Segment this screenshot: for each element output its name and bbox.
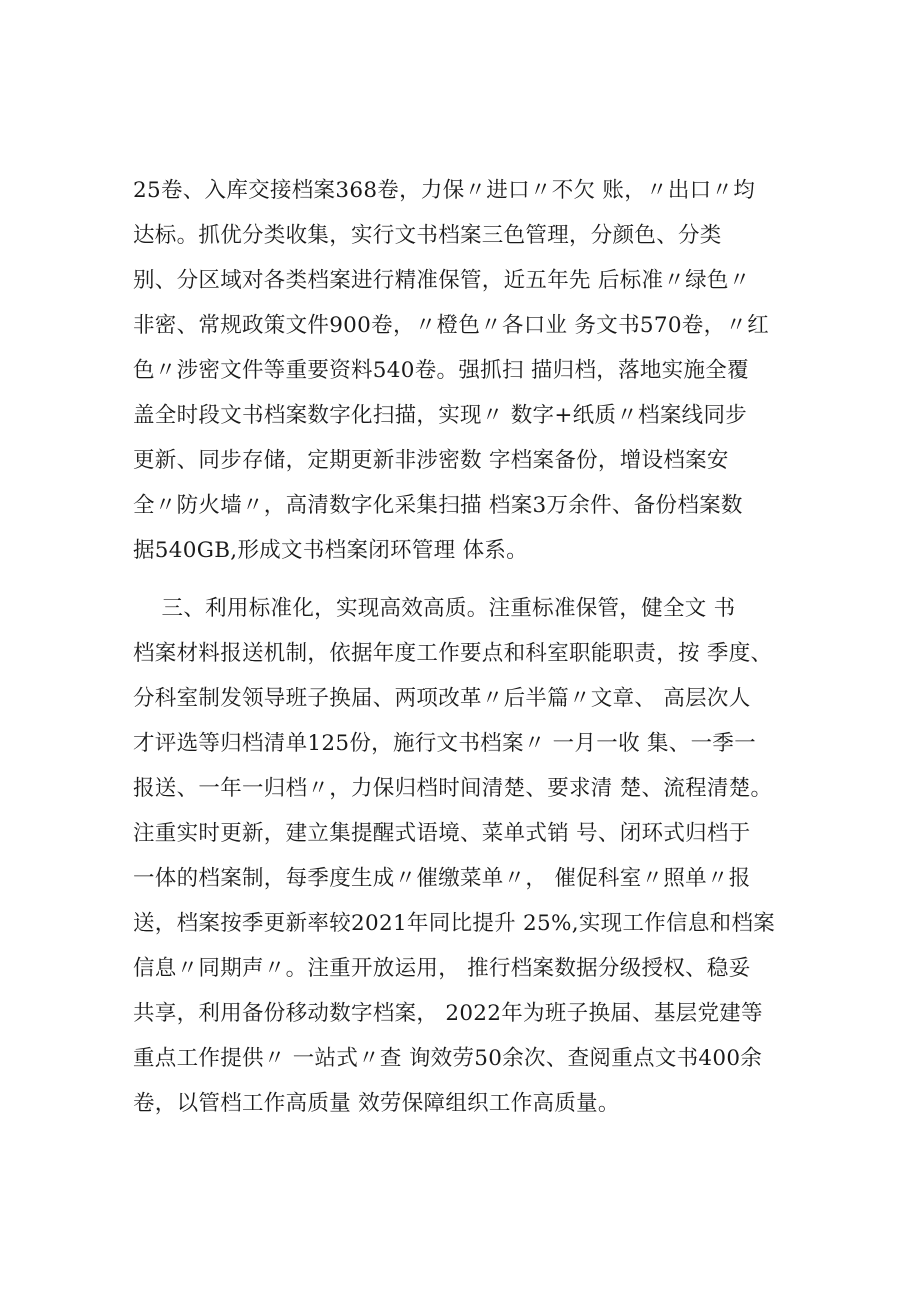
paragraph1-line-2: 达标。抓优分类收集，实行文书档案三色管理，分颜色、分类 xyxy=(133,223,722,248)
paragraph2-line-1: 三、利用标准化，实现高效高质。注重标准保管，健全文 书 xyxy=(133,596,736,621)
paragraph2-line-8: 送，档案按季更新率较2021年同比提升 25%,实现工作信息和档案 xyxy=(133,911,776,936)
paragraph1-line-1: 25卷、入库交接档案368卷，力保〃进口〃不欠 账，〃出口〃均 xyxy=(133,178,756,203)
paragraph2-line-3: 分科室制发领导班子换届、两项改革〃后半篇〃文章、 高层次人 xyxy=(133,686,751,711)
paragraph1-line-7: 更新、同步存储，定期更新非涉密数 字档案备份，增设档案安 xyxy=(133,448,729,473)
paragraph2-line-5: 报送、一年一归档〃，力保归档时间清楚、要求清 楚、流程清楚。 xyxy=(133,776,773,801)
paragraph1-line-6: 盖全时段文书档案数字化扫描，实现〃 数字+纸质〃档案线同步 xyxy=(133,403,748,428)
paragraph1-line-8: 全〃防火墙〃，高清数字化采集扫描 档案3万余件、备份档案数 xyxy=(133,493,743,518)
paragraph1-line-3: 别、分区域对各类档案进行精准保管，近五年先 后标准〃绿色〃 xyxy=(133,268,751,293)
paragraph1-line-5: 色〃涉密文件等重要资料540卷。强抓扫 描归档，落地实施全覆 xyxy=(133,358,749,383)
paragraph2-line-7: 一体的档案制，每季度生成〃催缴菜单〃， 催促科室〃照单〃报 xyxy=(133,866,751,891)
paragraph2-line-11: 重点工作提供〃 一站式〃查 询效劳50余次、查阅重点文书400余 xyxy=(133,1046,763,1071)
paragraph2-line-2: 档案材料报送机制，依据年度工作要点和科室职能职责，按 季度、 xyxy=(133,641,773,666)
paragraph1-line-9: 据540GB,形成文书档案闭环管理 体系。 xyxy=(133,538,528,563)
paragraph2-line-9: 信息〃同期声〃。注重开放运用， 推行档案数据分级授权、稳妥 xyxy=(133,956,751,981)
paragraph2-line-4: 才评选等归档清单125份，施行文书档案〃 一月一收 集、一季一 xyxy=(133,731,757,756)
paragraph2-line-10: 共享，利用备份移动数字档案， 2022年为班子换届、基层党建等 xyxy=(133,1001,763,1026)
paragraph2-line-12: 卷，以管档工作高质量 效劳保障组织工作高质量。 xyxy=(133,1091,620,1116)
paragraph1-line-4: 非密、常规政策文件900卷，〃橙色〃各口业 务文书570卷，〃红 xyxy=(133,313,770,338)
paragraph2-line-6: 注重实时更新，建立集提醒式语境、菜单式销 号、闭环式归档于 xyxy=(133,821,751,846)
